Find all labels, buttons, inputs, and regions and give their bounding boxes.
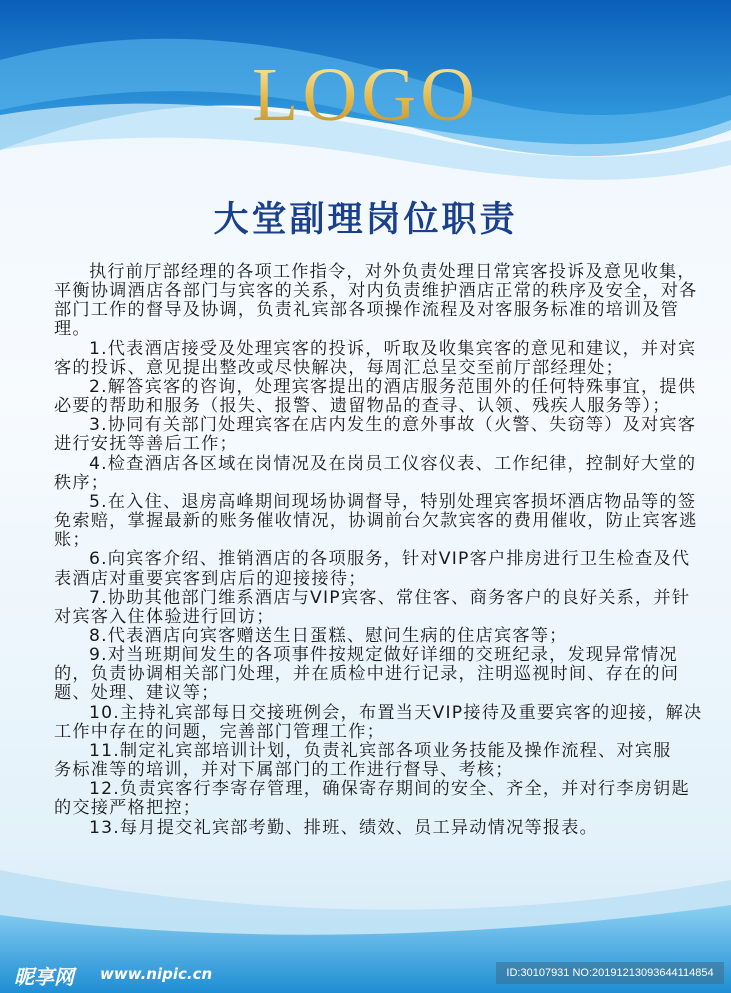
duty-item: [54, 780, 704, 818]
text-line: 1.代表酒店接受及处理宾客的投诉，听取及收集宾客的意见和建议，并对宾: [89, 338, 697, 359]
text-line: 13.每月提交礼宾部考勤、排班、绩效、员工异动情况等报表。: [89, 817, 599, 838]
text-line: 平衡协调酒店各部门与宾客的关系，对内负责维护酒店正常的秩序及安全，对各: [54, 281, 698, 302]
text-line: 4.检查酒店各区域在岗情况及在岗员工仪容仪表、工作纪律，控制好大堂的: [89, 453, 697, 474]
duty-item: [54, 704, 704, 742]
duty-item: [54, 550, 704, 588]
duty-item: [54, 455, 704, 493]
text-line: 3.协同有关部门处理宾客在店内发生的意外事故（火警、失窃等）及对宾客: [89, 415, 697, 436]
duty-item: [54, 378, 704, 416]
text-line: 客的投诉、意见提出整改或尽快解决，每周汇总呈交至前厅部经理处；: [54, 357, 625, 378]
text-line: 5.在入住、退房高峰期间现场协调督导，特别处理宾客损坏酒店物品等的签: [89, 491, 697, 512]
duty-item: [54, 646, 704, 703]
duty-item: [54, 627, 704, 646]
duty-item: [54, 493, 704, 550]
duty-item: [54, 340, 704, 378]
text-line: 理。: [54, 319, 91, 340]
logo: LOGO: [0, 52, 731, 139]
watermark-site-logo: 昵享网: [14, 965, 74, 989]
text-line: 9.对当班期间发生的各项事件按规定做好详细的交班纪录，发现异常情况: [89, 645, 678, 666]
text-line: 2.解答宾客的咨询，处理宾客提出的酒店服务范围外的任何特殊事宜，提供: [89, 376, 697, 397]
page-title: 大堂副理岗位职责: [213, 200, 518, 240]
text-line: 账；: [54, 530, 91, 551]
watermark-url: www.nipic.cn: [100, 965, 213, 983]
text-line: 免索赔，掌握最新的账务催收情况，协调前台欠款宾客的费用催收，防止宾客逃: [54, 511, 698, 532]
text-line: 的，负责协调相关部门处理，并在质检中进行记录，注明巡视时间、存在的问: [54, 664, 680, 685]
text-line: 11.制定礼宾部培训计划，负责礼宾部各项业务技能及操作流程、对宾服: [89, 740, 672, 761]
text-line: 必要的帮助和服务（报失、报警、遗留物品的查寻、认领、残疾人服务等）；: [54, 396, 671, 417]
watermark-id: ID:30107931 NO:20191213093644114854: [496, 962, 724, 984]
text-line: 题、处理、建议等；: [54, 683, 220, 704]
text-line: 表酒店对重要宾客到店后的迎接接待；: [54, 568, 367, 589]
text-line: 的交接严格把控；: [54, 798, 202, 819]
intro-paragraph: [54, 263, 704, 340]
text-line: 进行安抚等善后工作；: [54, 434, 238, 455]
text-line: 6.向宾客介绍、推销酒店的各项服务，针对VIP客户排房进行卫生检查及代: [89, 549, 691, 570]
duty-item: [54, 819, 704, 838]
text-line: 执行前厅部经理的各项工作指令，对外负责处理日常宾客投诉及意见收集，: [89, 262, 696, 282]
text-line: 秩序；: [54, 472, 110, 493]
text-line: 工作中存在的问题，完善部门管理工作；: [54, 721, 385, 742]
text-line: 8.代表酒店向宾客赠送生日蛋糕、慰问生病的住店宾客等；: [89, 625, 568, 646]
text-line: 10.主持礼宾部每日交接班例会，布置当天VIP接待及重要宾客的迎接，解决: [89, 702, 703, 723]
text-line: 务标准等的培训，并对下属部门的工作进行督导、考核；: [54, 760, 514, 781]
text-line: 12.负责宾客行李寄存管理，确保寄存期间的安全、齐全，并对行李房钥匙: [89, 779, 690, 800]
duties-text: [54, 263, 704, 838]
duty-item: [54, 589, 704, 627]
duty-item: [54, 416, 704, 454]
text-line: 对宾客入住体验进行回访；: [54, 606, 275, 627]
text-line: 7.协助其他部门维系酒店与VIP宾客、常住客、商务客户的良好关系，并针: [89, 587, 691, 608]
duty-item: [54, 742, 704, 780]
text-line: 部门工作的督导及协调，负责礼宾部各项操作流程及对客服务标准的培训及管: [54, 300, 680, 321]
